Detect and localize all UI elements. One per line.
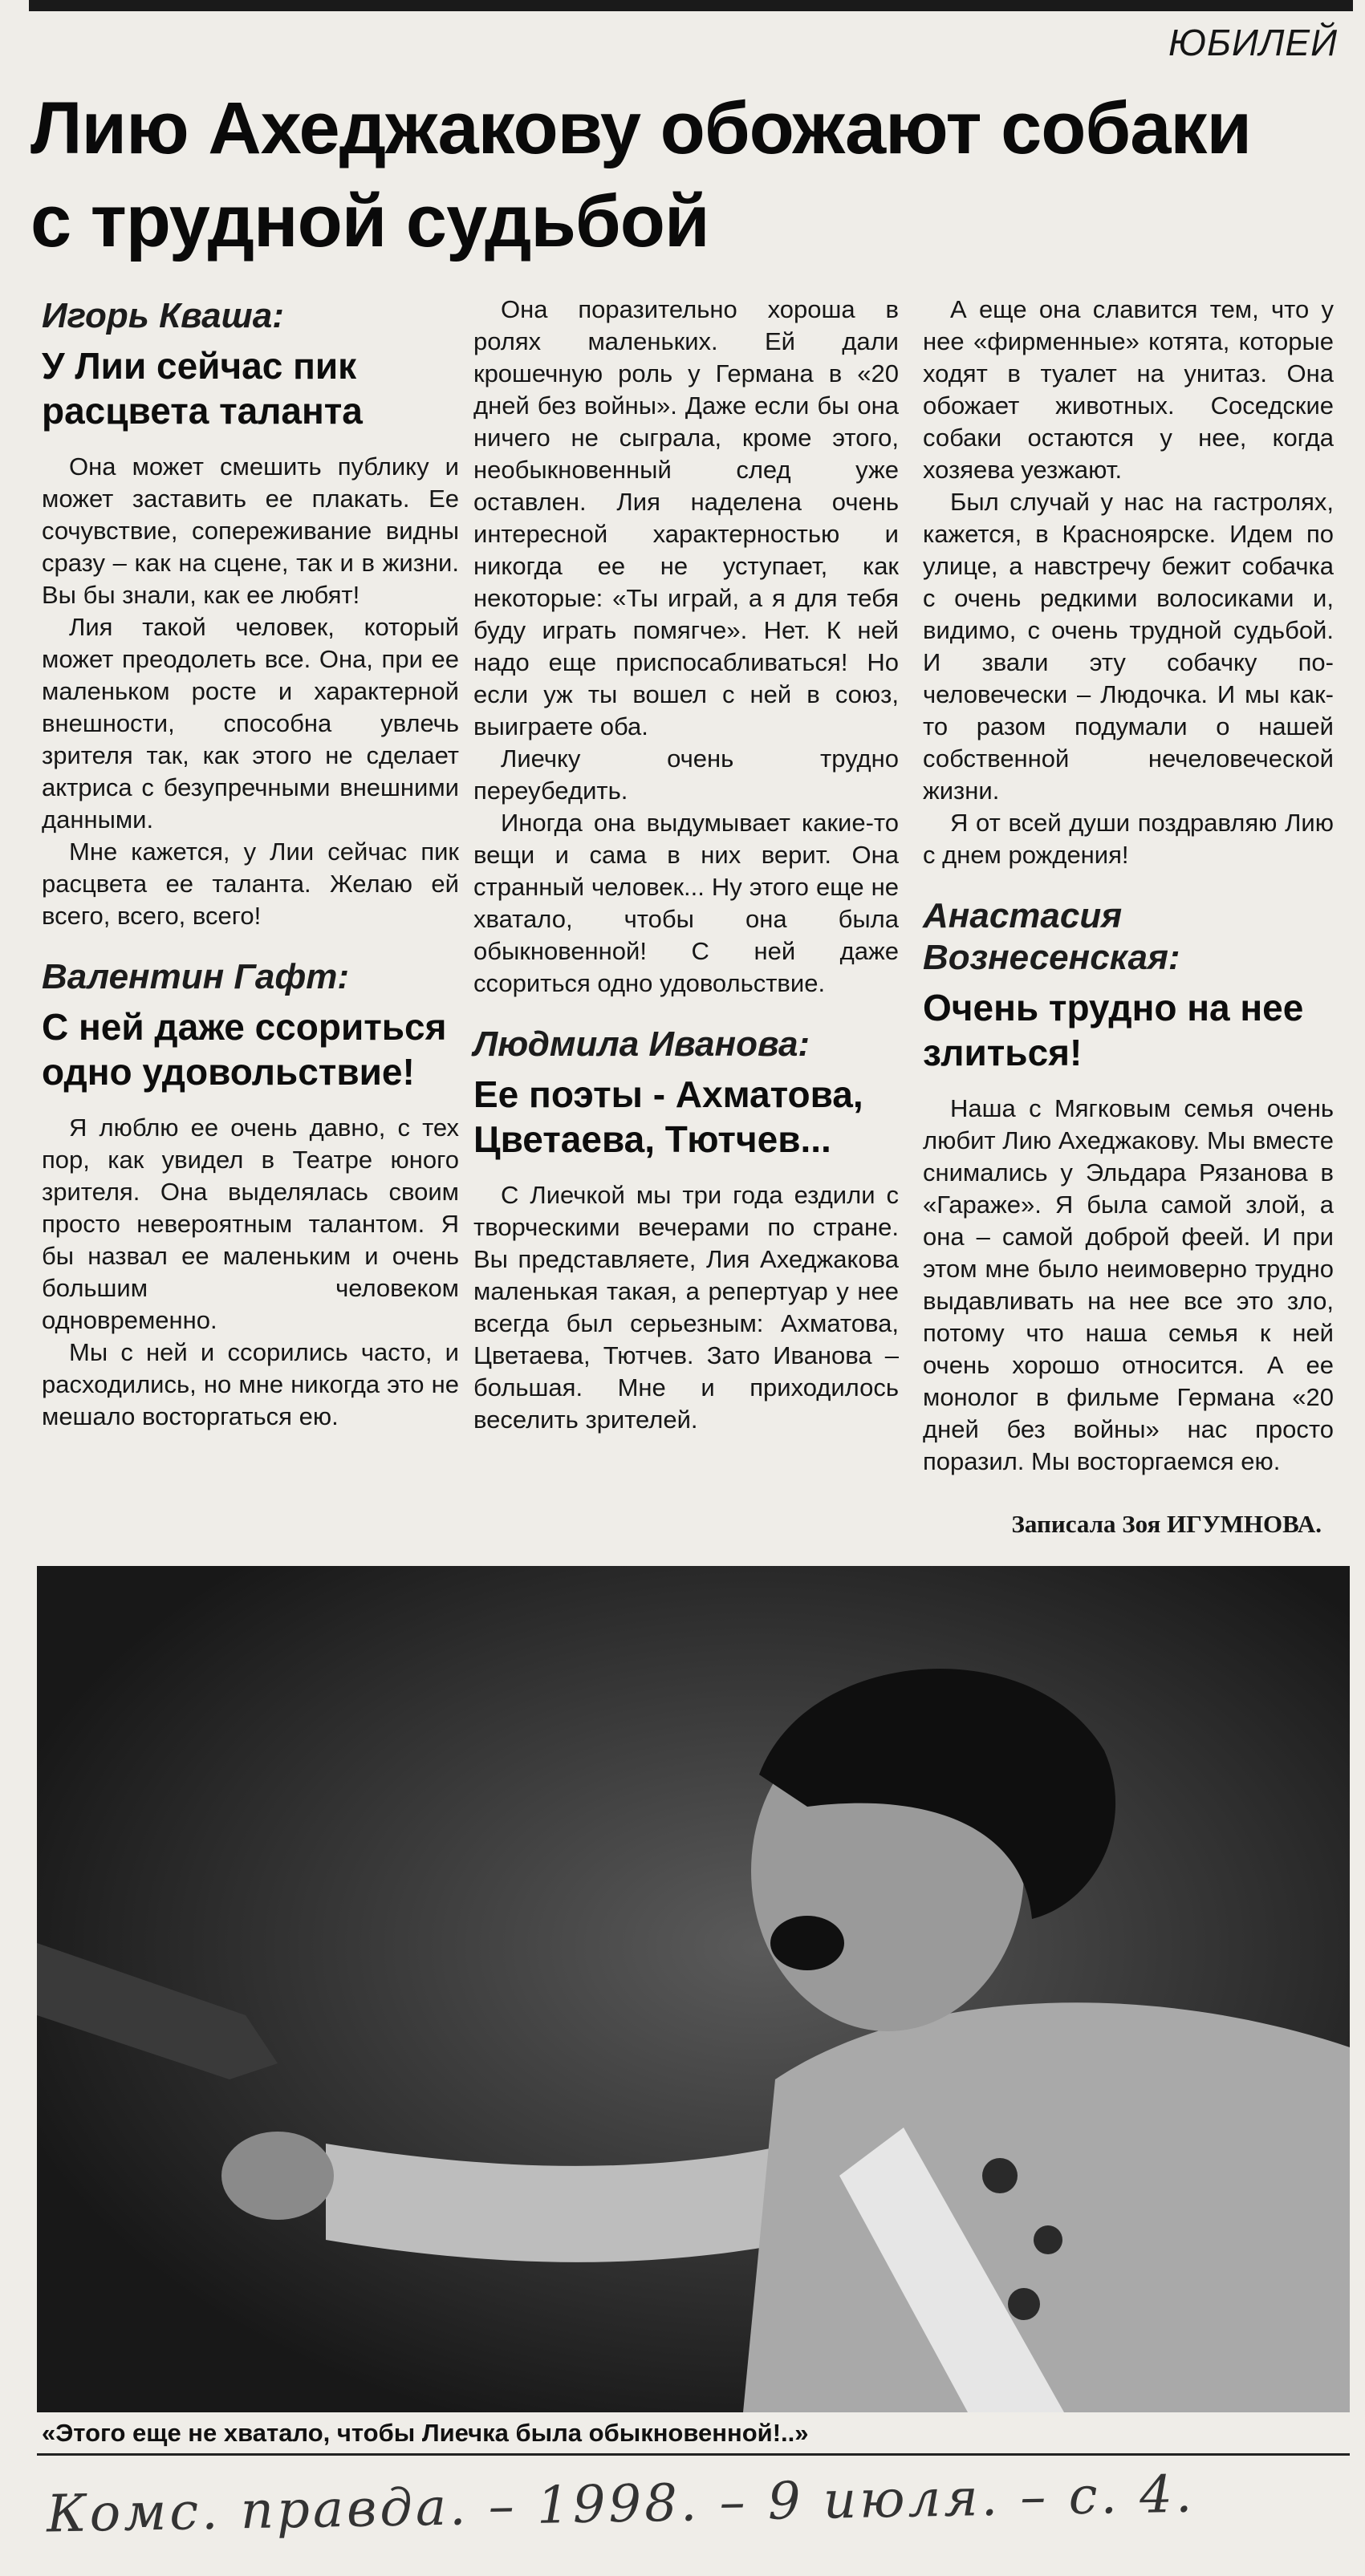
column-1: [42, 295, 459, 1457]
paragraph: Лиечку очень трудно переубедить.: [473, 744, 899, 805]
photo-illustration: [37, 1566, 1350, 2412]
paragraph: Она поразительно хороша в ролях маленьких. Ей дали крошечную роль у Германа в «20 дней без войны». Даже если бы она ничего не сыграла, кроме этого, необыкновенный след уже оставлен. Лия наделена очень интересной характерностью и никогда ее не уступает, как некоторые: «Ты играй, а я для тебя буду играть помягче». Нет. К ней надо еще приспосабливаться! Но если уж ты вошел с ней в союз, выиграете оба.: [473, 295, 899, 740]
section-voznesenskaya: [923, 895, 1334, 1478]
column-3: [923, 294, 1334, 1502]
photo-caption: «Этого еще не хватало, чтобы Лиечка была обыкновенной!..»: [42, 2419, 809, 2447]
signature: Записала Зоя ИГУМНОВА.: [1011, 1510, 1322, 1538]
caption-rule: [37, 2453, 1350, 2456]
subtitle-kvasha: У Лии сейчас пик расцвета таланта: [42, 345, 363, 432]
section-ivanova-continued: [923, 294, 1334, 871]
paragraph: Наша с Мягковым семья очень любит Лию Ахеджакову. Мы вместе снимались у Эльдара Рязанова в «Гараже». Я была самой злой, а она – самой доброй феей. И при этом мне было неимоверно трудно выдавливать на нее все это зло, потому что наша семья к ней очень хорошо относится. А ее монолог в фильме Германа «20 дней без войны» нас просто поразил. Мы восторгаемся ею.: [923, 1094, 1334, 1475]
paragraph: Я люблю ее очень давно, с тех пор, как увидел в Театре юного зрителя. Она выделялась своим просто невероятным талантом. Я бы назвал ее маленьким и очень большим человеком одновременно.: [42, 1114, 459, 1334]
rubric: ЮБИЛЕЙ: [1168, 22, 1338, 63]
subtitle-ivanova: Ее поэты - Ахматова, Цветаева, Тютчев...: [473, 1073, 863, 1160]
paragraph: Был случай у нас на гастролях, кажется, в Красноярске. Идем по улице, а навстречу бежит собачка с очень редкими волосиками и, видимо, с очень трудной судьбой. И звали эту собачку по-человечески – Людочка. И мы как-то разом подумали о нашей собственной нечеловеческой жизни.: [923, 488, 1334, 805]
section-gaft: [42, 956, 459, 1433]
section-ivanova: [473, 1024, 899, 1436]
author-kvasha: Игорь Кваша:: [42, 296, 284, 335]
headline: Лию Ахеджакову обожают собаки с трудной судьбой: [30, 87, 1252, 262]
paragraph: Иногда она выдумывает какие-то вещи и сама в них верит. Она странный человек... Ну этого еще не хватало, чтобы она была обыкновенной! С ней даже ссориться одно удовольствие.: [473, 809, 899, 997]
handwritten-source-note: Комс. правда. – 1998. – 9 июля. – с. 4.: [46, 2464, 1196, 2545]
author-voznesenskaya: Анастасия Вознесенская:: [923, 896, 1180, 977]
author-ivanova: Людмила Иванова:: [473, 1024, 810, 1064]
paragraph: Лия такой человек, который может преодолеть все. Она, при ее маленьком росте и характерной внешности, способна увлечь зрителя так, как этого не сделает актриса с безупречными внешними данными.: [42, 613, 459, 834]
paragraph: С Лиечкой мы три года ездили с творческими вечерами по стране. Вы представляете, Лия Ахеджакова маленькая такая, а репертуар у нее всегда был серьезным: Ахматова, Цветаева, Тютчев. Зато Иванова – большая. Мне и приходилось веселить зрителей.: [473, 1181, 899, 1434]
actress-photo: [37, 1566, 1350, 2412]
subtitle-gaft: С ней даже ссориться одно удовольствие!: [42, 1006, 447, 1093]
section-kvasha: [42, 295, 459, 932]
section-gaft-continued: [473, 294, 899, 1000]
column-2: [473, 294, 899, 1460]
author-gaft: Валентин Гафт:: [42, 957, 350, 996]
subtitle-voznesenskaya: Очень трудно на нее злиться!: [923, 987, 1304, 1073]
paragraph: Я от всей души поздравляю Лию с днем рождения!: [923, 809, 1334, 869]
paragraph: Мне кажется, у Лии сейчас пик расцвета ее таланта. Желаю ей всего, всего, всего!: [42, 838, 459, 930]
paragraph: Она может смешить публику и может заставить ее плакать. Ее сочувствие, сопереживание видны сразу – как на сцене, так и в жизни. Вы бы знали, как ее любят!: [42, 452, 459, 609]
paragraph: Мы с ней и ссорились часто, и расходились, но мне никогда это не мешало восторгаться ею.: [42, 1338, 459, 1430]
paragraph: А еще она славится тем, что у нее «фирменные» котята, которые ходят в туалет на унитаз. Она обожает животных. Соседские собаки остаются у нее, когда хозяева уезжают.: [923, 295, 1334, 484]
top-rule: [29, 0, 1353, 11]
